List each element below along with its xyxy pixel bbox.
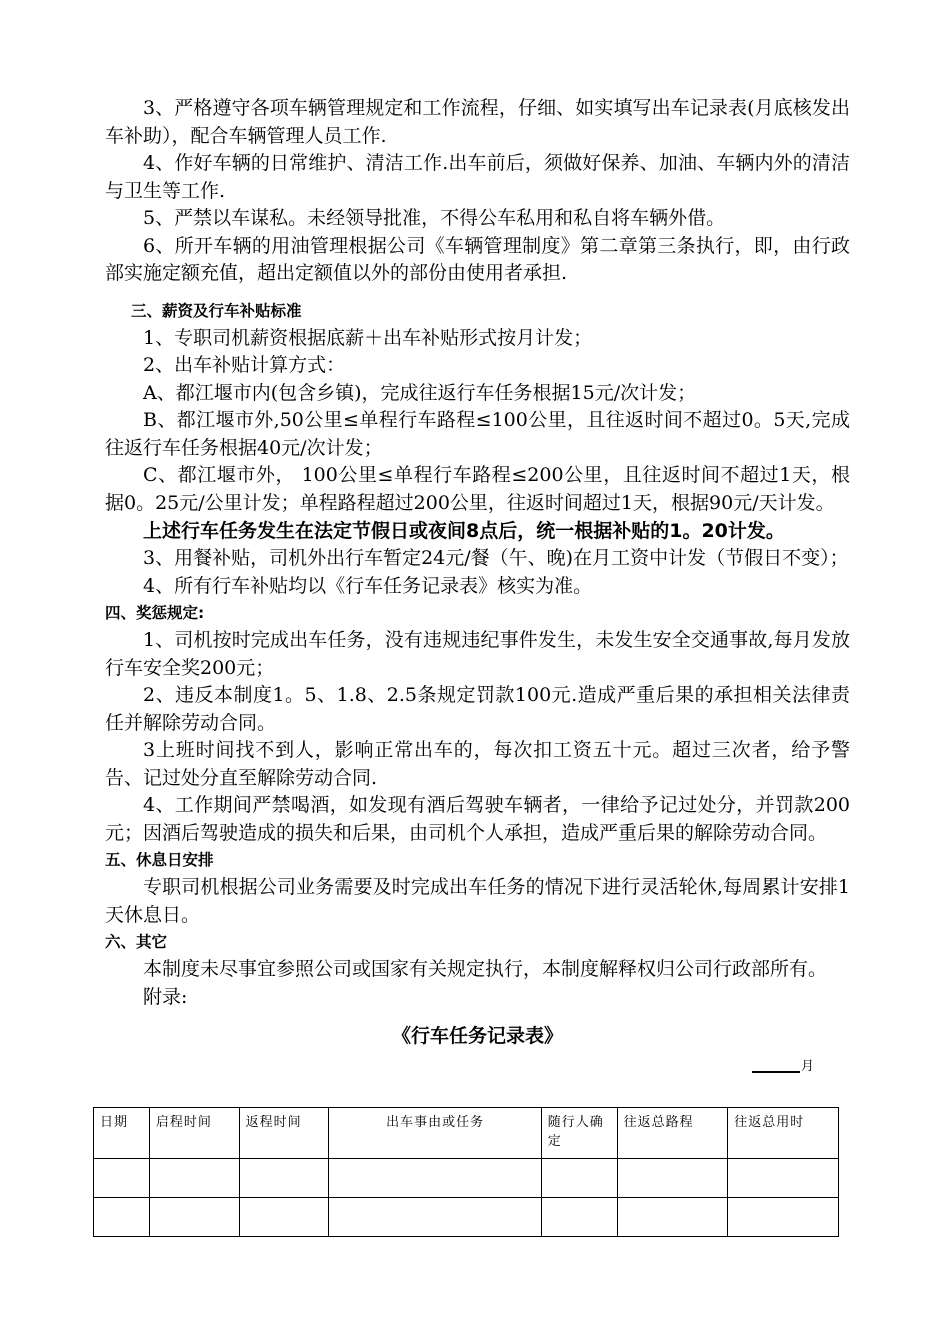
paragraph-rule-5: 5、严禁以车谋私。未经领导批准，不得公车私用和私自将车辆外借。 [143, 207, 726, 229]
table-row [94, 1198, 839, 1237]
paragraph-salary-b: B、都江堰市外,50公里≤单程行车路程≤100公里，且往返时间不超过0。5天,完成往返行车任务根据40元/次计发； [105, 409, 850, 459]
paragraph-salary-1: 1、专职司机薪资根据底薪＋出车补贴形式按月计发； [143, 326, 593, 349]
table-cell[interactable] [617, 1198, 728, 1237]
table-cell[interactable] [541, 1198, 617, 1237]
table-cell[interactable] [94, 1159, 150, 1198]
paragraph-reward-2: 2、违反本制度1。5、1.8、2.5条规定罚款100元.造成严重后果的承担相关法律责任并解除劳动合同。 [105, 684, 850, 734]
table-cell[interactable] [149, 1198, 239, 1237]
paragraph-salary-4: 4、所有行车补贴均以《行车任务记录表》核实为准。 [143, 574, 593, 597]
document-body [105, 95, 850, 1077]
paragraph-rule-6: 6、所开车辆的用油管理根据公司《车辆管理制度》第二章第三条执行，即，由行政部实施定额充值，超出定额值以外的部份由使用者承担. [105, 234, 850, 284]
table-cell[interactable] [617, 1159, 728, 1198]
section-6-heading: 六、其它 [105, 933, 168, 951]
table-cell[interactable] [94, 1198, 150, 1237]
appendix-label: 附录: [143, 985, 188, 1008]
paragraph-salary-3: 3、用餐补贴，司机外出行车暂定24元/餐（午、晚)在月工资中计发（节假日不变）； [143, 547, 849, 569]
header-task: 出车事由或任务 [329, 1108, 541, 1159]
month-blank-line [752, 1071, 800, 1073]
paragraph-salary-a: A、都江堰市内(包含乡镇)，完成往返行车任务根据15元/次计发； [143, 381, 697, 404]
paragraph-reward-3: 3上班时间找不到人，影响正常出车的，每次扣工资五十元。超过三次者，给予警告、记过处分直至解除劳动合同. [105, 739, 850, 789]
table-cell[interactable] [541, 1159, 617, 1198]
table-cell[interactable] [239, 1159, 329, 1198]
table-cell[interactable] [728, 1159, 839, 1198]
table-header-row [94, 1108, 839, 1159]
table-row [94, 1159, 839, 1198]
month-field [105, 1055, 850, 1077]
paragraph-rest: 专职司机根据公司业务需要及时完成出车任务的情况下进行灵活轮休,每周累计安排1天休息日。 [105, 876, 850, 926]
header-total-distance: 往返总路程 [617, 1108, 728, 1159]
header-companion: 随行人确定 [541, 1108, 617, 1159]
header-start-time: 启程时间 [149, 1108, 239, 1159]
header-total-time: 往返总用时 [728, 1108, 839, 1159]
paragraph-salary-2: 2、出车补贴计算方式： [143, 354, 346, 376]
paragraph-reward-1: 1、司机按时完成出车任务，没有违规违纪事件发生，未发生安全交通事故,每月发放行车安全奖200元； [105, 629, 850, 679]
paragraph-salary-c: C、都江堰市外， 100公里≤单程行车路程≤200公里，且往返时间不超过1天，根据0。25元/公里计发；单程路程超过200公里，往返时间超过1天，根据90元/天计发。 [105, 464, 850, 514]
header-date: 日期 [94, 1108, 150, 1159]
section-5-heading: 五、休息日安排 [105, 851, 214, 869]
paragraph-holiday-bonus: 上述行车任务发生在法定节假日或夜间8点后，统一根据补贴的1。20计发。 [143, 520, 785, 542]
section-3-heading: 三、薪资及行车补贴标准 [131, 301, 302, 320]
table-cell[interactable] [728, 1198, 839, 1237]
paragraph-rule-3: 3、严格遵守各项车辆管理规定和工作流程，仔细、如实填写出车记录表(月底核发出车补助），配合车辆管理人员工作. [105, 97, 850, 147]
trip-log-table [93, 1107, 839, 1237]
table-cell[interactable] [329, 1198, 541, 1237]
paragraph-rule-4: 4、作好车辆的日常维护、清洁工作.出车前后，须做好保养、加油、车辆内外的清洁与卫生等工作. [105, 152, 850, 202]
month-label: 月 [800, 1059, 814, 1074]
header-return-time: 返程时间 [239, 1108, 329, 1159]
table-cell[interactable] [239, 1198, 329, 1237]
table-cell[interactable] [149, 1159, 239, 1198]
paragraph-other: 本制度未尽事宜参照公司或国家有关规定执行，本制度解释权归公司行政部所有。 [143, 958, 828, 980]
table-title: 《行车任务记录表》 [391, 1025, 563, 1047]
paragraph-reward-4: 4、工作期间严禁喝酒，如发现有酒后驾驶车辆者，一律给予记过处分，并罚款200元；因酒后驾驶造成的损失和后果，由司机个人承担，造成严重后果的解除劳动合同。 [105, 794, 850, 844]
section-4-heading: 四、奖惩规定: [105, 604, 205, 622]
table-cell[interactable] [329, 1159, 541, 1198]
